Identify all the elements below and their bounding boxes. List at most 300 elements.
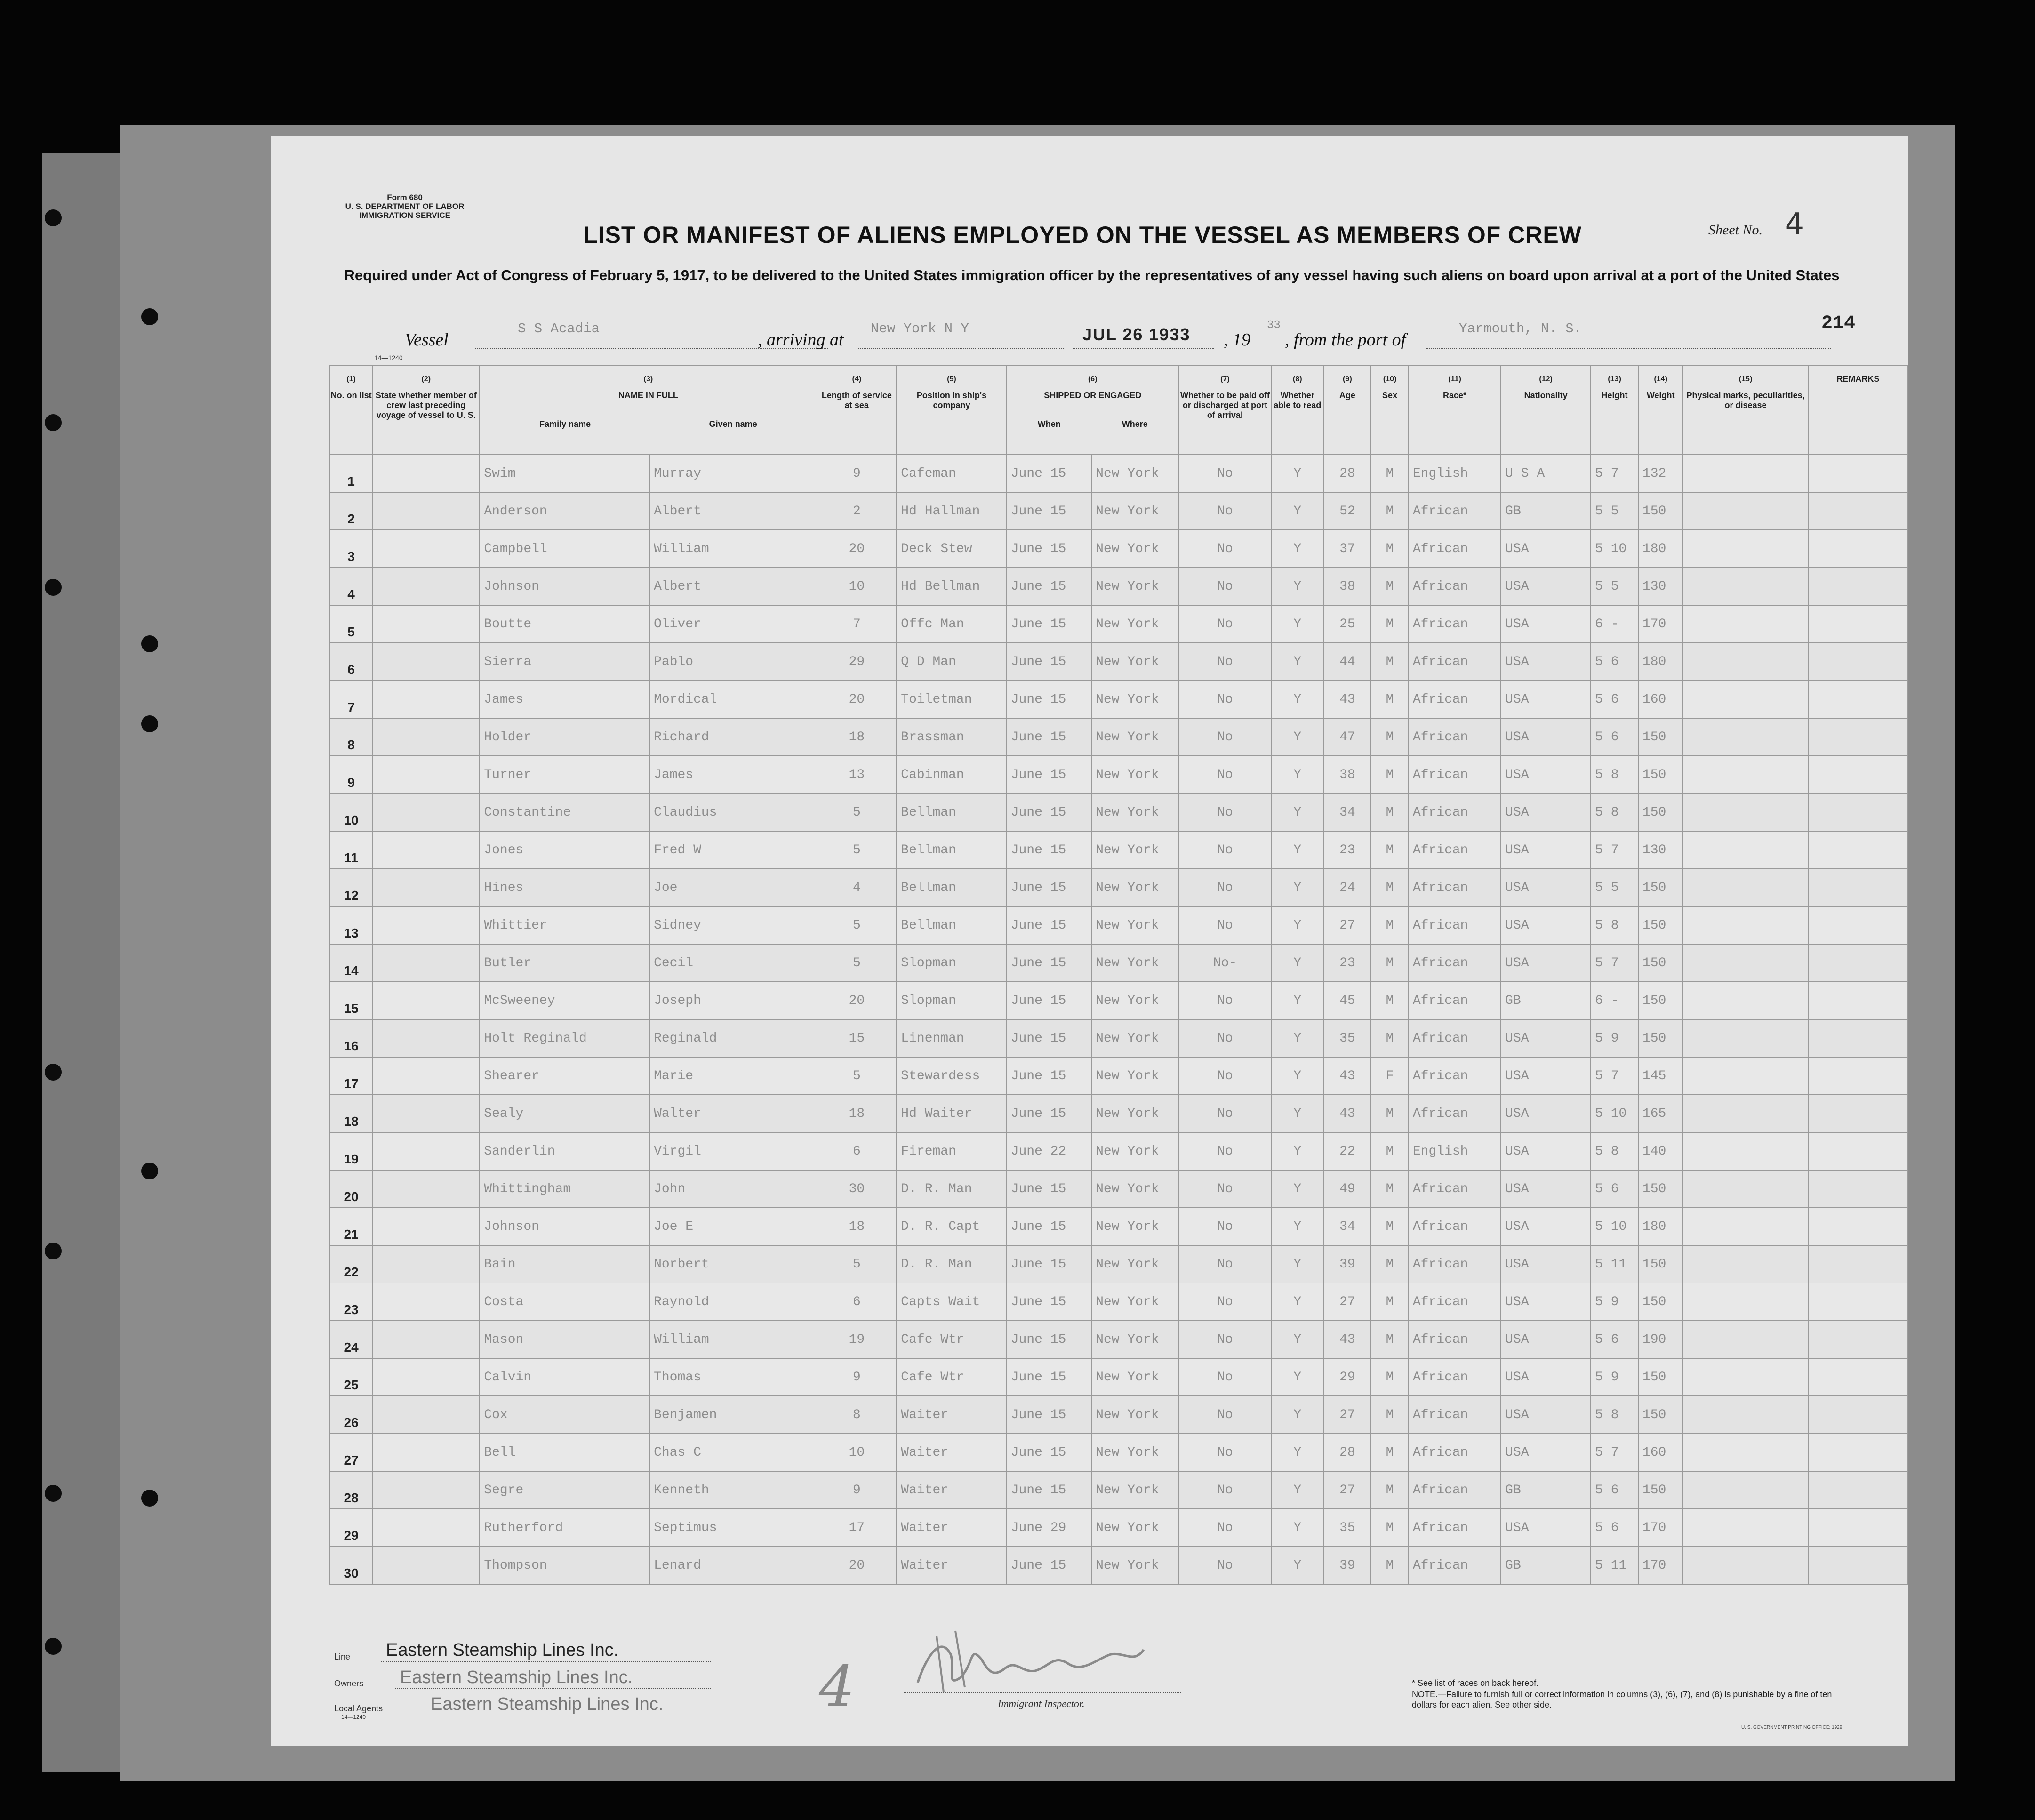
cell-shipped-when: June 15 (1007, 1245, 1091, 1283)
cell-race: African (1409, 906, 1501, 944)
cell-race: African (1409, 605, 1501, 643)
cell-family-name: Shearer (480, 1057, 649, 1095)
col-header-nationality: (12) Nationality (1501, 365, 1591, 455)
cell-given-name: Septimus (649, 1509, 817, 1547)
cell-family-name: James (480, 681, 649, 718)
cell-age: 38 (1323, 756, 1371, 794)
line-underline (381, 1661, 711, 1662)
cell-weight: 170 (1638, 1547, 1683, 1584)
cell-family-name: Constantine (480, 794, 649, 831)
cell-age: 35 (1323, 1019, 1371, 1057)
cell-position: Cafe Wtr (897, 1321, 1006, 1358)
cell-row-number: 29 (330, 1509, 372, 1547)
cell-previous-voyage (372, 1245, 480, 1283)
cell-remarks (1808, 1509, 1908, 1547)
cell-previous-voyage (372, 982, 480, 1019)
cell-sex: M (1371, 568, 1409, 605)
binder-hole (141, 635, 158, 652)
cell-height: 5 8 (1591, 756, 1638, 794)
cell-able-to-read: Y (1271, 756, 1323, 794)
cell-remarks (1808, 718, 1908, 756)
cell-remarks (1808, 831, 1908, 869)
owners-underline (395, 1688, 711, 1689)
cell-weight: 190 (1638, 1321, 1683, 1358)
cell-position: Waiter (897, 1396, 1006, 1434)
cell-height: 5 7 (1591, 1434, 1638, 1471)
cell-given-name: Joseph (649, 982, 817, 1019)
cell-sex: M (1371, 1170, 1409, 1208)
cell-paid-off: No (1179, 1434, 1271, 1471)
cell-given-name: Sidney (649, 906, 817, 944)
arriving-port: New York N Y (871, 321, 969, 337)
cell-sex: M (1371, 756, 1409, 794)
cell-paid-off: No (1179, 530, 1271, 568)
cell-given-name: Claudius (649, 794, 817, 831)
cell-given-name: John (649, 1170, 817, 1208)
cell-family-name: Cox (480, 1396, 649, 1434)
cell-able-to-read: Y (1271, 906, 1323, 944)
service-name: IMMIGRATION SERVICE (359, 211, 450, 220)
cell-able-to-read: Y (1271, 1132, 1323, 1170)
cell-paid-off: No (1179, 756, 1271, 794)
cell-nationality: GB (1501, 1547, 1591, 1584)
table-row (330, 1019, 1908, 1057)
cell-sex: M (1371, 1132, 1409, 1170)
cell-family-name: Swim (480, 455, 649, 492)
cell-race: African (1409, 492, 1501, 530)
table-row (330, 1547, 1908, 1584)
cell-shipped-where: New York (1091, 492, 1179, 530)
cell-paid-off: No (1179, 1245, 1271, 1283)
cell-physical-marks (1683, 1170, 1808, 1208)
cell-sex: M (1371, 794, 1409, 831)
cell-previous-voyage (372, 869, 480, 906)
col-header-no: (1) No. on list (330, 365, 372, 455)
cell-position: Cafeman (897, 455, 1006, 492)
cell-service-length: 7 (817, 605, 897, 643)
department-name: U. S. DEPARTMENT OF LABOR (345, 202, 465, 211)
cell-given-name: Murray (649, 455, 817, 492)
table-row (330, 455, 1908, 492)
cell-position: D. R. Man (897, 1245, 1006, 1283)
cell-service-length: 5 (817, 831, 897, 869)
cell-physical-marks (1683, 831, 1808, 869)
cell-physical-marks (1683, 794, 1808, 831)
cell-paid-off: No (1179, 1208, 1271, 1245)
cell-age: 25 (1323, 605, 1371, 643)
sheet-number-field (1708, 207, 1804, 242)
date-underline (1073, 348, 1214, 349)
cell-shipped-when: June 15 (1007, 1019, 1091, 1057)
col-header-race: (11) Race* (1409, 365, 1501, 455)
cell-age: 43 (1323, 681, 1371, 718)
cell-shipped-where: New York (1091, 718, 1179, 756)
cell-weight: 150 (1638, 944, 1683, 982)
cell-age: 27 (1323, 1471, 1371, 1509)
cell-able-to-read: Y (1271, 1321, 1323, 1358)
cell-previous-voyage (372, 1547, 480, 1584)
cell-height: 5 8 (1591, 794, 1638, 831)
cell-nationality: USA (1501, 1019, 1591, 1057)
cell-previous-voyage (372, 643, 480, 681)
cell-given-name: William (649, 1321, 817, 1358)
cell-given-name: Fred W (649, 831, 817, 869)
cell-position: Slopman (897, 982, 1006, 1019)
cell-paid-off: No (1179, 1095, 1271, 1132)
cell-row-number: 20 (330, 1170, 372, 1208)
cell-previous-voyage (372, 831, 480, 869)
col-header-physical-marks: (15) Physical marks, peculiarities, or disease (1683, 365, 1808, 455)
cell-position: Hd Bellman (897, 568, 1006, 605)
cell-physical-marks (1683, 681, 1808, 718)
cell-position: Brassman (897, 718, 1006, 756)
cell-shipped-when: June 15 (1007, 1208, 1091, 1245)
cell-position: Cabinman (897, 756, 1006, 794)
cell-family-name: Sierra (480, 643, 649, 681)
cell-age: 27 (1323, 1283, 1371, 1321)
cell-previous-voyage (372, 906, 480, 944)
cell-shipped-when: June 15 (1007, 530, 1091, 568)
cell-shipped-when: June 29 (1007, 1509, 1091, 1547)
subheader-given-name: Given name (709, 419, 757, 429)
cell-row-number: 27 (330, 1434, 372, 1471)
cell-race: African (1409, 794, 1501, 831)
cell-weight: 145 (1638, 1057, 1683, 1095)
cell-service-length: 4 (817, 869, 897, 906)
cell-shipped-when: June 15 (1007, 906, 1091, 944)
cell-remarks (1808, 869, 1908, 906)
cell-nationality: USA (1501, 605, 1591, 643)
cell-row-number: 10 (330, 794, 372, 831)
cell-given-name: Mordical (649, 681, 817, 718)
cell-able-to-read: Y (1271, 605, 1323, 643)
cell-given-name: Raynold (649, 1283, 817, 1321)
cell-row-number: 2 (330, 492, 372, 530)
cell-height: 5 6 (1591, 681, 1638, 718)
cell-given-name: Lenard (649, 1547, 817, 1584)
cell-nationality: USA (1501, 1095, 1591, 1132)
cell-age: 43 (1323, 1095, 1371, 1132)
cell-shipped-when: June 15 (1007, 643, 1091, 681)
cell-nationality: U S A (1501, 455, 1591, 492)
cell-physical-marks (1683, 643, 1808, 681)
cell-nationality: USA (1501, 1283, 1591, 1321)
cell-race: African (1409, 1208, 1501, 1245)
owners-value: Eastern Steamship Lines Inc. (400, 1668, 633, 1687)
cell-previous-voyage (372, 1509, 480, 1547)
cell-race: African (1409, 1095, 1501, 1132)
cell-row-number: 26 (330, 1396, 372, 1434)
cell-nationality: USA (1501, 869, 1591, 906)
cell-race: African (1409, 1434, 1501, 1471)
cell-able-to-read: Y (1271, 1283, 1323, 1321)
cell-paid-off: No (1179, 1509, 1271, 1547)
cell-family-name: Costa (480, 1283, 649, 1321)
cell-paid-off: No (1179, 1170, 1271, 1208)
cell-age: 38 (1323, 568, 1371, 605)
binder-hole (45, 1064, 62, 1081)
cell-family-name: Bain (480, 1245, 649, 1283)
table-row (330, 1095, 1908, 1132)
cell-age: 27 (1323, 1396, 1371, 1434)
cell-shipped-where: New York (1091, 1208, 1179, 1245)
col-header-previous-voyage: (2) State whether member of crew last preceding voyage of vessel to U. S. (372, 365, 480, 455)
cell-position: Bellman (897, 831, 1006, 869)
cell-given-name: Thomas (649, 1358, 817, 1396)
cell-row-number: 16 (330, 1019, 372, 1057)
cell-height: 5 11 (1591, 1245, 1638, 1283)
cell-weight: 180 (1638, 530, 1683, 568)
cell-given-name: Chas C (649, 1434, 817, 1471)
cell-service-length: 13 (817, 756, 897, 794)
arriving-underline (857, 348, 1064, 349)
cell-position: Linenman (897, 1019, 1006, 1057)
cell-previous-voyage (372, 1358, 480, 1396)
cell-sex: M (1371, 982, 1409, 1019)
inspector-label: Immigrant Inspector. (998, 1698, 1085, 1709)
cell-position: Hd Hallman (897, 492, 1006, 530)
cell-sex: M (1371, 1245, 1409, 1283)
cell-height: 5 7 (1591, 455, 1638, 492)
page-number: 214 (1821, 313, 1856, 334)
cell-position: Bellman (897, 869, 1006, 906)
cell-row-number: 6 (330, 643, 372, 681)
cell-remarks (1808, 568, 1908, 605)
cell-given-name: Norbert (649, 1245, 817, 1283)
cell-shipped-where: New York (1091, 530, 1179, 568)
inspector-underline (904, 1692, 1181, 1693)
cell-previous-voyage (372, 605, 480, 643)
cell-previous-voyage (372, 1471, 480, 1509)
cell-family-name: Calvin (480, 1358, 649, 1396)
cell-row-number: 18 (330, 1095, 372, 1132)
cell-service-length: 9 (817, 455, 897, 492)
cell-physical-marks (1683, 906, 1808, 944)
cell-height: 5 6 (1591, 643, 1638, 681)
cell-paid-off: No (1179, 1321, 1271, 1358)
cell-given-name: Benjamen (649, 1396, 817, 1434)
cell-physical-marks (1683, 1321, 1808, 1358)
cell-remarks (1808, 492, 1908, 530)
cell-nationality: USA (1501, 794, 1591, 831)
table-row (330, 869, 1908, 906)
cell-age: 27 (1323, 906, 1371, 944)
binder-hole (141, 308, 158, 325)
cell-age: 22 (1323, 1132, 1371, 1170)
cell-shipped-where: New York (1091, 1509, 1179, 1547)
cell-height: 5 8 (1591, 906, 1638, 944)
cell-position: Q D Man (897, 643, 1006, 681)
cell-paid-off: No (1179, 1019, 1271, 1057)
cell-given-name: Marie (649, 1057, 817, 1095)
cell-race: African (1409, 831, 1501, 869)
subheader-family-name: Family name (539, 419, 591, 429)
cell-sex: M (1371, 869, 1409, 906)
cell-weight: 150 (1638, 492, 1683, 530)
cell-weight: 150 (1638, 1358, 1683, 1396)
table-row (330, 530, 1908, 568)
cell-shipped-where: New York (1091, 1132, 1179, 1170)
binder-hole (45, 1485, 62, 1502)
cell-shipped-where: New York (1091, 756, 1179, 794)
cell-position: Deck Stew (897, 530, 1006, 568)
table-row (330, 492, 1908, 530)
cell-remarks (1808, 1434, 1908, 1471)
cell-shipped-where: New York (1091, 1434, 1179, 1471)
cell-row-number: 7 (330, 681, 372, 718)
cell-sex: M (1371, 831, 1409, 869)
cell-row-number: 1 (330, 455, 372, 492)
cell-remarks (1808, 1245, 1908, 1283)
cell-sex: M (1371, 530, 1409, 568)
binder-hole (141, 1163, 158, 1179)
cell-age: 35 (1323, 1509, 1371, 1547)
cell-shipped-where: New York (1091, 1547, 1179, 1584)
cell-shipped-where: New York (1091, 869, 1179, 906)
cell-able-to-read: Y (1271, 1057, 1323, 1095)
cell-paid-off: No (1179, 1396, 1271, 1434)
cell-race: English (1409, 455, 1501, 492)
cell-position: Fireman (897, 1132, 1006, 1170)
page-subtitle: Required under Act of Congress of February 5, 1917, to be delivered to the United States immigration officer by the representatives of any vessel having such aliens on board upon arrival at a port of the United States (344, 267, 1840, 283)
cell-nationality: GB (1501, 492, 1591, 530)
cell-height: 5 5 (1591, 492, 1638, 530)
cell-family-name: Johnson (480, 568, 649, 605)
cell-race: African (1409, 718, 1501, 756)
cell-given-name: William (649, 530, 817, 568)
table-row (330, 1057, 1908, 1095)
cell-row-number: 17 (330, 1057, 372, 1095)
cell-height: 5 11 (1591, 1547, 1638, 1584)
cell-remarks (1808, 1170, 1908, 1208)
form-number: Form 680 (387, 193, 423, 202)
cell-paid-off: No (1179, 492, 1271, 530)
cell-remarks (1808, 1283, 1908, 1321)
cell-paid-off: No (1179, 568, 1271, 605)
cell-height: 5 7 (1591, 1057, 1638, 1095)
cell-shipped-when: June 15 (1007, 605, 1091, 643)
cell-nationality: USA (1501, 1509, 1591, 1547)
cell-weight: 132 (1638, 455, 1683, 492)
cell-given-name: Albert (649, 492, 817, 530)
cell-service-length: 20 (817, 681, 897, 718)
cell-physical-marks (1683, 756, 1808, 794)
cell-able-to-read: Y (1271, 831, 1323, 869)
cell-height: 5 9 (1591, 1019, 1638, 1057)
cell-physical-marks (1683, 1245, 1808, 1283)
cell-nationality: USA (1501, 906, 1591, 944)
cell-row-number: 23 (330, 1283, 372, 1321)
cell-able-to-read: Y (1271, 1434, 1323, 1471)
cell-weight: 180 (1638, 643, 1683, 681)
cell-age: 23 (1323, 831, 1371, 869)
cell-remarks (1808, 1321, 1908, 1358)
cell-shipped-where: New York (1091, 982, 1179, 1019)
cell-shipped-where: New York (1091, 1095, 1179, 1132)
cell-nationality: USA (1501, 1208, 1591, 1245)
cell-position: Hd Waiter (897, 1095, 1006, 1132)
cell-sex: M (1371, 1434, 1409, 1471)
cell-family-name: Holt Reginald (480, 1019, 649, 1057)
cell-physical-marks (1683, 982, 1808, 1019)
cell-physical-marks (1683, 1547, 1808, 1584)
cell-age: 47 (1323, 718, 1371, 756)
cell-paid-off: No- (1179, 944, 1271, 982)
cell-family-name: Holder (480, 718, 649, 756)
cell-family-name: Sealy (480, 1095, 649, 1132)
cell-service-length: 5 (817, 794, 897, 831)
table-row (330, 1245, 1908, 1283)
cell-able-to-read: Y (1271, 1471, 1323, 1509)
cell-remarks (1808, 1471, 1908, 1509)
binder-hole (141, 1490, 158, 1507)
cell-age: 39 (1323, 1245, 1371, 1283)
cell-height: 5 6 (1591, 1471, 1638, 1509)
cell-previous-voyage (372, 568, 480, 605)
cell-nationality: USA (1501, 831, 1591, 869)
cell-previous-voyage (372, 1396, 480, 1434)
cell-remarks (1808, 944, 1908, 982)
manifest-footer (329, 1626, 1883, 1739)
cell-nationality: USA (1501, 756, 1591, 794)
cell-age: 45 (1323, 982, 1371, 1019)
cell-shipped-when: June 15 (1007, 756, 1091, 794)
cell-paid-off: No (1179, 681, 1271, 718)
cell-remarks (1808, 756, 1908, 794)
cell-age: 49 (1323, 1170, 1371, 1208)
binder-hole (45, 1638, 62, 1655)
table-row (330, 1170, 1908, 1208)
cell-weight: 160 (1638, 1434, 1683, 1471)
cell-remarks (1808, 1132, 1908, 1170)
cell-given-name: Joe E (649, 1208, 817, 1245)
cell-shipped-where: New York (1091, 1471, 1179, 1509)
binder-hole (141, 715, 158, 732)
cell-previous-voyage (372, 455, 480, 492)
cell-remarks (1808, 1358, 1908, 1396)
cell-race: African (1409, 1019, 1501, 1057)
table-row (330, 982, 1908, 1019)
cell-shipped-when: June 15 (1007, 982, 1091, 1019)
cell-row-number: 28 (330, 1471, 372, 1509)
cell-remarks (1808, 605, 1908, 643)
cell-shipped-where: New York (1091, 1057, 1179, 1095)
cell-remarks (1808, 1057, 1908, 1095)
cell-physical-marks (1683, 568, 1808, 605)
cell-paid-off: No (1179, 1057, 1271, 1095)
cell-height: 5 5 (1591, 869, 1638, 906)
cell-weight: 150 (1638, 756, 1683, 794)
cell-age: 37 (1323, 530, 1371, 568)
table-row (330, 1283, 1908, 1321)
cell-nationality: USA (1501, 1170, 1591, 1208)
cell-given-name: Albert (649, 568, 817, 605)
cell-weight: 150 (1638, 794, 1683, 831)
cell-able-to-read: Y (1271, 1095, 1323, 1132)
cell-race: African (1409, 681, 1501, 718)
cell-shipped-when: June 15 (1007, 492, 1091, 530)
col-header-weight: (14) Weight (1638, 365, 1683, 455)
cell-able-to-read: Y (1271, 982, 1323, 1019)
cell-service-length: 20 (817, 982, 897, 1019)
cell-given-name: Virgil (649, 1132, 817, 1170)
cell-family-name: Whittingham (480, 1170, 649, 1208)
col-header-height: (13) Height (1591, 365, 1638, 455)
cell-position: Waiter (897, 1471, 1006, 1509)
cell-service-length: 8 (817, 1396, 897, 1434)
cell-weight: 150 (1638, 1245, 1683, 1283)
cell-paid-off: No (1179, 869, 1271, 906)
